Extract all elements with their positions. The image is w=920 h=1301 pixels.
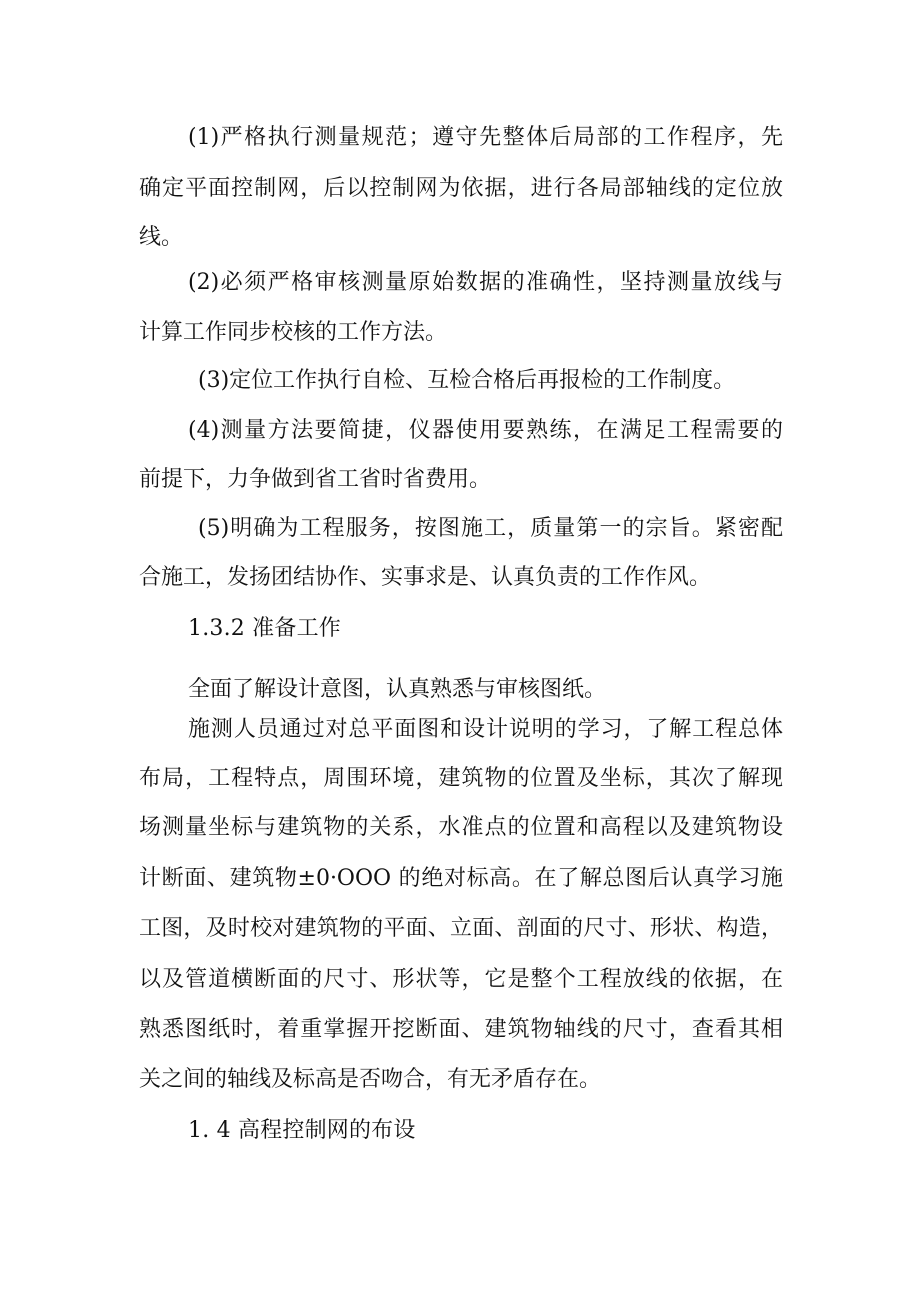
- paragraph-1-line-2: 确定平面控制网，后以控制网为依据，进行各局部轴线的定位放: [139, 176, 783, 201]
- paragraph-7-line-3: 场测量坐标与建筑物的关系，水准点的位置和高程以及建筑物设: [139, 815, 783, 840]
- paragraph-7-line-6: 以及管道横断面的尺寸、形状等，它是整个工程放线的依据，在: [139, 967, 783, 992]
- paragraph-6-line-1: 全面了解设计意图，认真熟悉与审核图纸。: [188, 677, 607, 702]
- paragraph-3-line-1: (3)定位工作执行自检、互检合格后再报检的工作制度。: [198, 368, 736, 393]
- section-heading-1-3-2: 1.3.2 准备工作: [188, 616, 341, 641]
- paragraph-5-line-1: (5)明确为工程服务，按图施工，质量第一的宗旨。紧密配: [198, 516, 783, 541]
- paragraph-2-line-1: (2)必须严格审核测量原始数据的准确性，坚持测量放线与: [188, 270, 783, 295]
- paragraph-5-line-2: 合施工，发扬团结协作、实事求是、认真负责的工作作风。: [139, 565, 712, 590]
- paragraph-7-line-8: 关之间的轴线及标高是否吻合，有无矛盾存在。: [139, 1067, 602, 1092]
- paragraph-7-line-4: 计断面、建筑物±0·OOO 的绝对标高。在了解总图后认真学习施: [139, 866, 783, 891]
- paragraph-2-line-2: 计算工作同步校核的工作方法。: [139, 320, 448, 345]
- paragraph-4-line-1: (4)测量方法要简捷，仪器使用要熟练，在满足工程需要的: [188, 418, 783, 443]
- paragraph-7-line-5: 工图，及时校对建筑物的平面、立面、剖面的尺寸、形状、构造，: [139, 916, 783, 941]
- paragraph-7-line-7: 熟悉图纸时，着重掌握开挖断面、建筑物轴线的尺寸，查看其相: [139, 1017, 783, 1042]
- paragraph-1-line-3: 线。: [139, 225, 184, 250]
- paragraph-7-line-2: 布局，工程特点，周围环境，建筑物的位置及坐标，其次了解现: [139, 766, 783, 791]
- paragraph-1-line-1: (1)严格执行测量规范；遵守先整体后局部的工作程序，先: [188, 125, 783, 150]
- paragraph-7-line-1: 施测人员通过对总平面图和设计说明的学习，了解工程总体: [188, 717, 783, 742]
- paragraph-4-line-2: 前提下，力争做到省工省时省费用。: [139, 467, 492, 492]
- section-heading-1-4: 1. 4 高程控制网的布设: [188, 1118, 416, 1143]
